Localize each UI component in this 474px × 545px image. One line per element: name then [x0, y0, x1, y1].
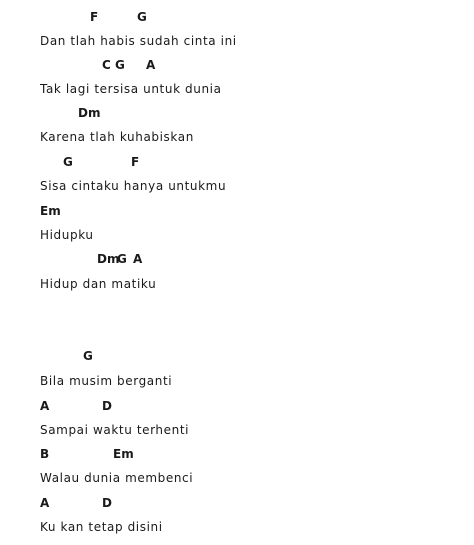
chord: A: [40, 399, 50, 413]
lyric-line: Walau dunia membenci: [40, 471, 194, 485]
lyric-line: Sisa cintaku hanya untukmu: [40, 179, 227, 193]
chord: F: [131, 155, 140, 169]
chord: G: [63, 155, 73, 169]
lyric-line: Ku kan tetap disini: [40, 520, 163, 534]
lyric-line: Hidup dan matiku: [40, 277, 157, 291]
chord: G: [117, 252, 127, 266]
chord: C: [102, 58, 111, 72]
chord: G: [115, 58, 125, 72]
lyric-line: Sampai waktu terhenti: [40, 423, 190, 437]
chord: A: [133, 252, 143, 266]
chord: D: [102, 496, 112, 510]
chord: Dm: [78, 106, 101, 120]
chord: Em: [40, 204, 61, 218]
chord: G: [83, 349, 93, 363]
chord: Em: [113, 447, 134, 461]
lyric-line: Tak lagi tersisa untuk dunia: [40, 82, 222, 96]
chord: A: [146, 58, 156, 72]
lyric-line: Dan tlah habis sudah cinta ini: [40, 34, 237, 48]
chord: D: [102, 399, 112, 413]
chord: A: [40, 496, 50, 510]
lyric-line: Karena tlah kuhabiskan: [40, 130, 194, 144]
chord: G: [137, 10, 147, 24]
chord: B: [40, 447, 50, 461]
lyric-line: Bila musim berganti: [40, 374, 173, 388]
chord: F: [90, 10, 99, 24]
chord: Dm: [97, 252, 120, 266]
lyric-line: Hidupku: [40, 228, 94, 242]
